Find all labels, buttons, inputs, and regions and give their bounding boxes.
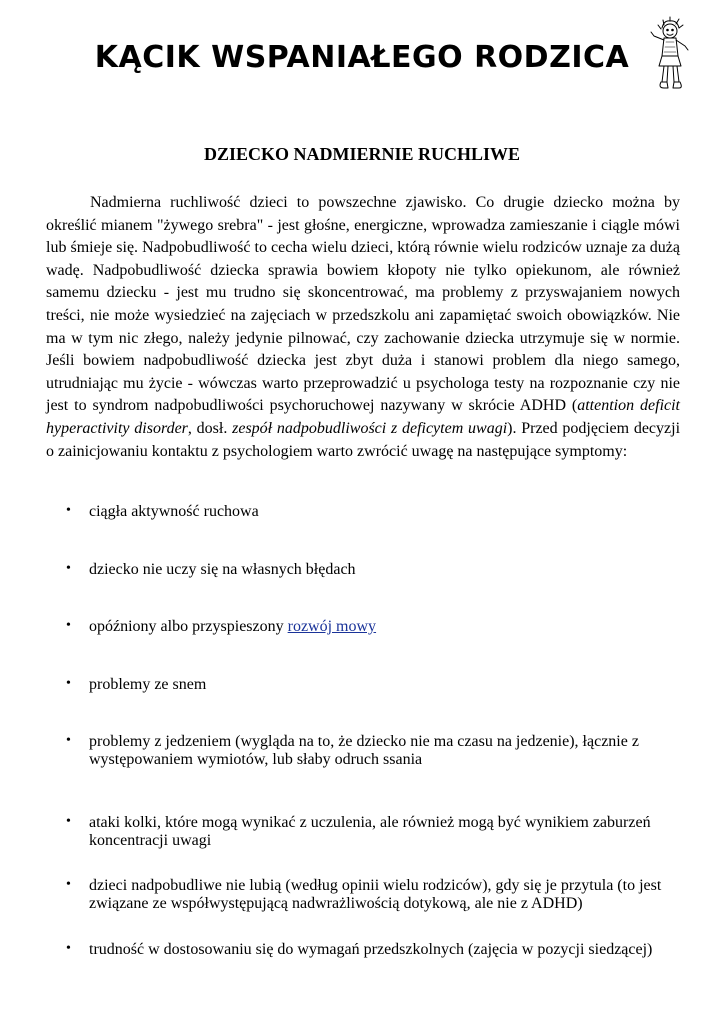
bullet-icon: • bbox=[66, 941, 71, 956]
bullet-icon: • bbox=[66, 561, 71, 576]
list-item bbox=[46, 733, 680, 769]
bullet-icon: • bbox=[66, 676, 71, 691]
list-item bbox=[46, 814, 680, 850]
page-header-title: KĄCIK WSPANIAŁEGO RODZICA bbox=[94, 40, 630, 75]
list-item bbox=[46, 618, 680, 636]
bullet-icon: • bbox=[66, 618, 71, 633]
bullet-icon: • bbox=[66, 877, 71, 892]
intro-text: ). Przed podjęciem decyzji o zainicjowaniu kontaktu z psychologiem warto zwrócić uwagę na następujące symptomy: bbox=[46, 419, 681, 460]
list-item bbox=[46, 941, 680, 959]
list-item bbox=[46, 503, 680, 521]
bullet-icon: • bbox=[66, 814, 71, 829]
list-item-text: dziecko nie uczy się na własnych błędach bbox=[89, 561, 356, 578]
list-item-text: ataki kolki, które mogą wynikać z uczulenia, ale również mogą być wynikiem zaburzeń koncentracji uwagi bbox=[89, 814, 651, 849]
intro-text: Nadmierna ruchliwość dzieci to powszechne zjawisko. Co drugie dziecko można by określić mianem "żywego srebra" - jest głośne, energiczne, wprowadza zamieszanie i ciągle mówi lub śmieje się. Nadpobudliwość to cecha wielu dzieci, którą równie wielu rodziców uznaje za dużą wadę. Nadpobudliwość dziecka sprawia bowiem kłopoty nie tylko opiekunom, ale również samemu dziecku - jest mu trudno się skoncentrować, ma problemy z przyswajaniem nowych treści, nie może wysiedzieć na zajęciach w przedszkolu ani zapamiętać swoich obowiązków. Nie ma w tym nic złego, należy jedynie pilnować, czy zachowanie dziecka utrzymuje się w normie. Jeśli bowiem nadpobudliwość dziecka jest zbyt duża i stanowi problem dla niego samego, utrudniając mu życie - wówczas warto przeprowadzić u psychologa testy na rozpoznanie czy nie jest to syndrom nadpobudliwości psychoruchowej nazywany w skrócie ADHD ( bbox=[46, 194, 680, 415]
list-item-text: problemy ze snem bbox=[89, 676, 207, 693]
list-item bbox=[46, 676, 680, 694]
article-body bbox=[46, 192, 680, 463]
bullet-icon: • bbox=[66, 503, 71, 518]
list-item-text: opóźniony albo przyspieszony bbox=[89, 618, 288, 635]
list-item bbox=[46, 877, 680, 913]
intro-paragraph bbox=[46, 192, 680, 463]
list-item-text: ciągła aktywność ruchowa bbox=[89, 503, 259, 520]
speech-development-link[interactable]: rozwój mowy bbox=[287, 618, 377, 635]
intro-italic-term: zespół nadpobudliwości z deficytem uwagi bbox=[232, 419, 508, 437]
list-item-text: trudność w dostosowaniu się do wymagań przedszkolnych (zajęcia w pozycji siedzącej) bbox=[89, 941, 653, 958]
bullet-icon: • bbox=[66, 733, 71, 748]
cartoon-child-icon bbox=[648, 16, 692, 96]
intro-italic-term: attention deficit hyperactivity disorder bbox=[46, 397, 681, 437]
article-title: DZIECKO NADMIERNIE RUCHLIWE bbox=[203, 144, 521, 164]
list-item-text: problemy z jedzeniem (wygląda na to, że dziecko nie ma czasu na jedzenie), łącznie z występowaniem wymiotów, lub słaby odruch ssania bbox=[89, 733, 639, 768]
list-item-text: dzieci nadpobudliwe nie lubią (według opinii wielu rodziców), gdy się je przytula (to jest związane ze współwystępującą nadwrażliwością dotykową, ale nie z ADHD) bbox=[89, 877, 662, 912]
list-item bbox=[46, 561, 680, 579]
intro-text: , dosł. bbox=[187, 419, 233, 437]
